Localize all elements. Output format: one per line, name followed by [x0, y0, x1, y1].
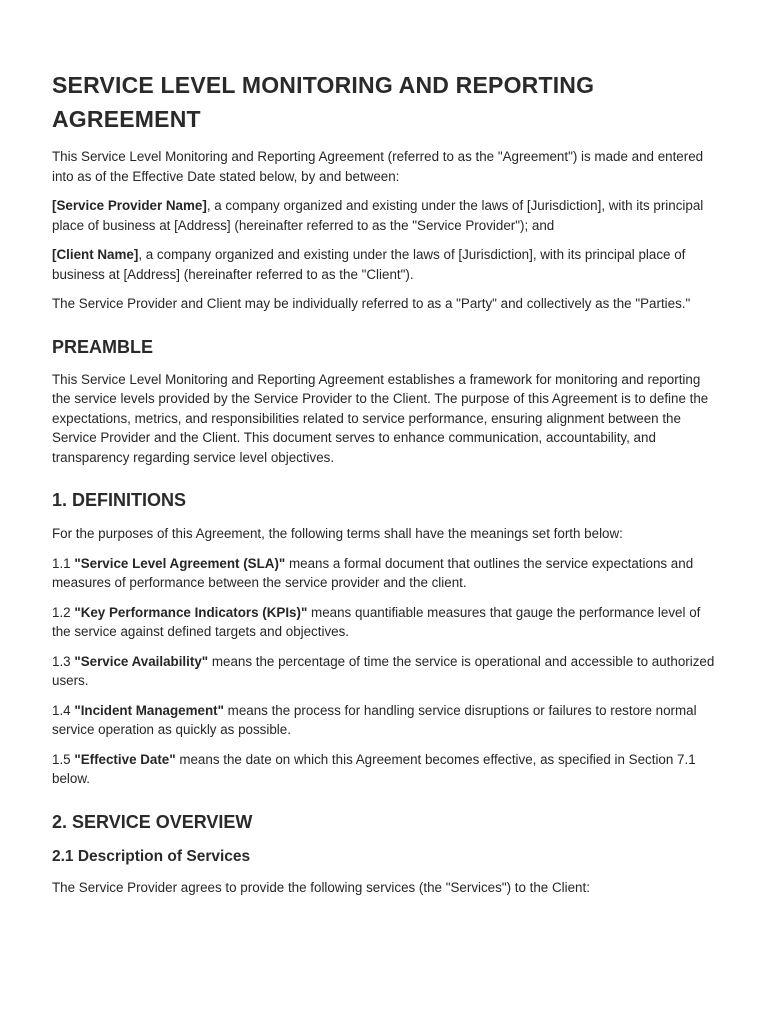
- definitions-intro: For the purposes of this Agreement, the following terms shall have the meanings set forth below:: [52, 526, 623, 541]
- definition-number: 1.5: [52, 751, 75, 767]
- client-text: , a company organized and existing under the laws of [Jurisdiction], with its principal place of business at [Address] (hereinafter referred to as the "Client").: [52, 247, 686, 282]
- definition-text: means the date on which this Agreement becomes effective, as specified in Section 7.1 below.: [52, 751, 696, 786]
- preamble-paragraph: This Service Level Monitoring and Reporting Agreement establishes a framework for monitoring and reporting the service levels provided by the Service Provider to the Client. The purpose of this Agreement is to define the expectations, metrics, and responsibilities related to service performance, ensuring alignment between the Service Provider and the Client. This document serves to enhance communication, accountability, and transparency regarding service level objectives.: [52, 371, 709, 465]
- definition-number: 1.4: [52, 702, 75, 718]
- client-name: [Client Name]: [52, 247, 139, 262]
- definition-term: "Incident Management": [74, 702, 224, 718]
- definitions-heading: 1. DEFINITIONS: [52, 490, 187, 510]
- definition-text: means a formal document that outlines the service expectations and measures of performance between the service provider and the client.: [52, 555, 694, 590]
- definition-term: "Service Availability": [74, 653, 209, 669]
- definition-number: 1.3: [52, 653, 75, 669]
- definition-number: 1.1: [52, 555, 75, 571]
- definition-text: means the process for handling service disruptions or failures to restore normal service operation as quickly as possible.: [52, 702, 697, 737]
- parties-paragraph: The Service Provider and Client may be individually referred to as a "Party" and collectively as the "Parties.": [52, 296, 691, 311]
- services-intro-paragraph: The Service Provider agrees to provide the following services (the "Services") to the Client:: [52, 879, 590, 895]
- provider-text: , a company organized and existing under the laws of [Jurisdiction], with its principal place of business at [Address] (hereinafter referred to as the "Service Provider"); and: [52, 198, 704, 233]
- provider-name: [Service Provider Name]: [52, 198, 207, 213]
- definition-item: [52, 554, 720, 593]
- definition-item: [52, 652, 720, 691]
- definition-term: "Effective Date": [74, 751, 176, 767]
- intro-paragraph: This Service Level Monitoring and Reporting Agreement (referred to as the "Agreement") is made and entered into as of the Effective Date stated below, by and between:: [52, 149, 704, 184]
- definition-term: "Service Level Agreement (SLA)": [74, 555, 286, 571]
- description-of-services-heading: 2.1 Description of Services: [52, 847, 251, 865]
- definition-number: 1.2: [52, 604, 75, 620]
- definition-text: means the percentage of time the service is operational and accessible to authorized users.: [52, 653, 715, 688]
- definition-term: "Key Performance Indicators (KPIs)": [74, 604, 308, 620]
- definition-text: means quantifiable measures that gauge the performance level of the service against defined targets and objectives.: [52, 604, 701, 639]
- definition-item: [52, 750, 720, 789]
- client-paragraph: [52, 245, 720, 284]
- preamble-heading: PREAMBLE: [52, 336, 154, 357]
- definition-item: [52, 701, 720, 740]
- service-overview-heading: 2. SERVICE OVERVIEW: [52, 811, 253, 832]
- provider-paragraph: [52, 196, 720, 235]
- definition-item: [52, 603, 720, 642]
- document-page: [52, 68, 720, 907]
- document-title: SERVICE LEVEL MONITORING AND REPORTING AGREEMENT: [52, 72, 595, 132]
